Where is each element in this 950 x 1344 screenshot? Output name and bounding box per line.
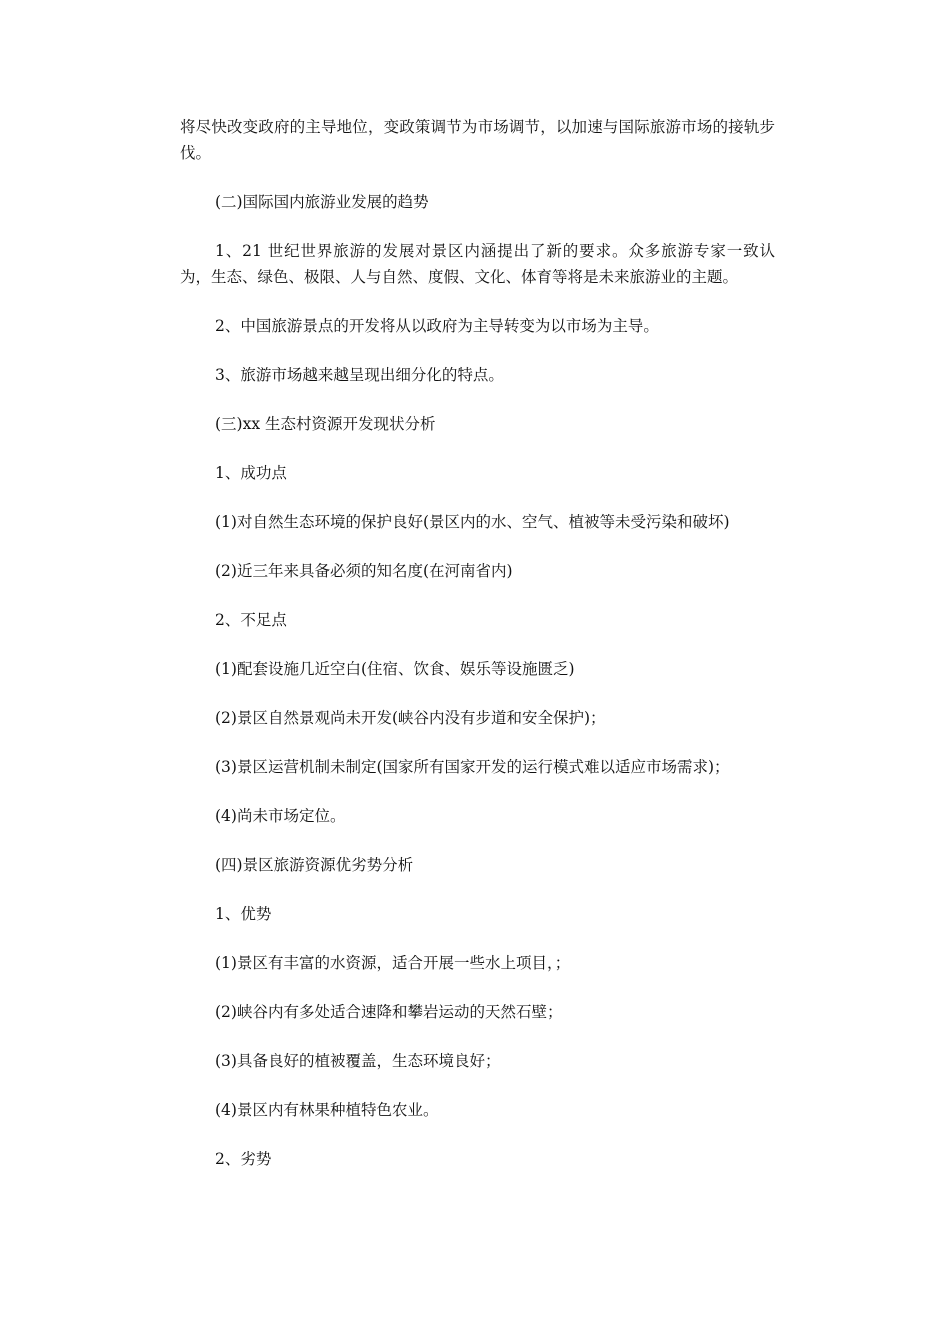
list-item-shortcoming-4: (4)尚未市场定位。 (215, 807, 346, 825)
list-item-advantage-3: (3)具备良好的植被覆盖，生态环境良好； (215, 1052, 501, 1070)
list-item-success-1: (1)对自然生态环境的保护良好(景区内的水、空气、植被等未受污染和破坏) (215, 513, 730, 531)
section-heading-analysis: (四)景区旅游资源优劣势分析 (215, 856, 414, 874)
list-item-shortcoming-3: (3)景区运营机制未制定(国家所有国家开发的运行模式难以适应市场需求)； (215, 758, 730, 776)
list-item-advantage-1: (1)景区有丰富的水资源，适合开展一些水上项目，； (215, 954, 571, 972)
subheading-advantages: 1、优势 (215, 905, 272, 923)
subheading-success: 1、成功点 (215, 464, 287, 482)
list-item-advantage-4: (4)景区内有林果种植特色农业。 (215, 1101, 439, 1119)
section-heading-trends: (二)国际国内旅游业发展的趋势 (215, 193, 429, 211)
list-item-trend-2: 2、中国旅游景点的开发将从以政府为主导转变为以市场为主导。 (215, 317, 659, 335)
subheading-disadvantages: 2、劣势 (215, 1150, 272, 1168)
list-item-advantage-2: (2)峡谷内有多处适合速降和攀岩运动的天然石壁； (215, 1003, 563, 1021)
list-item-shortcoming-1: (1)配套设施几近空白(住宿、饮食、娱乐等设施匮乏) (215, 660, 575, 678)
section-heading-status: (三)xx 生态村资源开发现状分析 (215, 415, 436, 433)
document-body (180, 114, 775, 1172)
subheading-shortcomings: 2、不足点 (215, 611, 287, 629)
list-item-trend-3: 3、旅游市场越来越呈现出细分化的特点。 (215, 366, 504, 384)
list-item-trend-1: 1、21 世纪世界旅游的发展对景区内涵提出了新的要求。众多旅游专家一致认为，生态、绿色、极限、人与自然、度假、文化、体育等将是未来旅游业的主题。 (180, 242, 775, 286)
list-item-shortcoming-2: (2)景区自然景观尚未开发(峡谷内没有步道和安全保护)； (215, 709, 606, 727)
list-item-success-2: (2)近三年来具备必须的知名度(在河南省内) (215, 562, 513, 580)
paragraph-continuation: 将尽快改变政府的主导地位，变政策调节为市场调节，以加速与国际旅游市场的接轨步伐。 (180, 118, 775, 162)
